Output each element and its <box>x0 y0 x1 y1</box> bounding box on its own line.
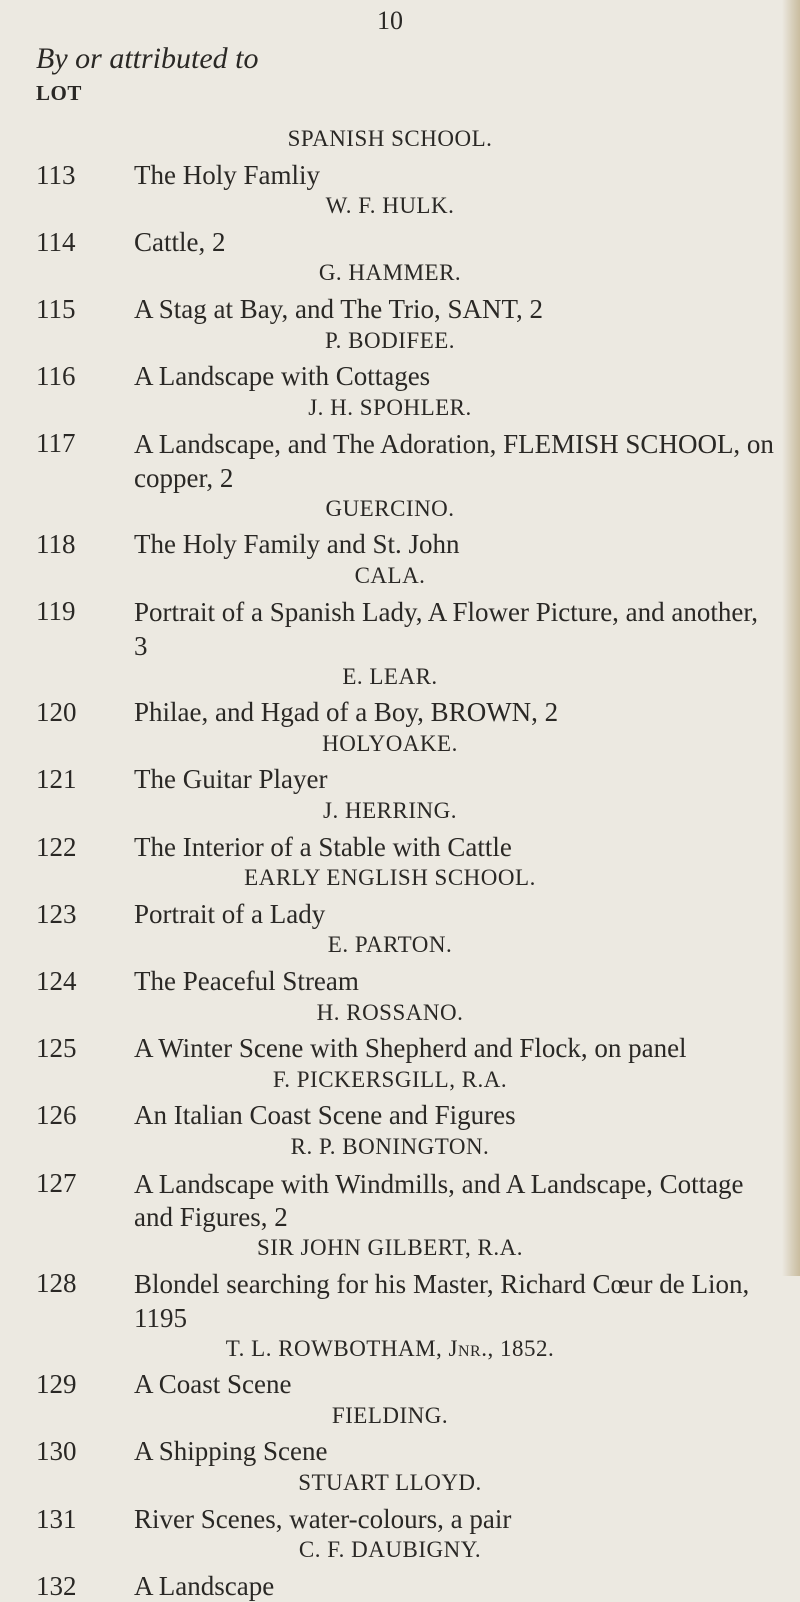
lot-title: Portrait of a Lady <box>134 898 326 929</box>
lot-number: 117 <box>36 428 76 459</box>
artist-line: GUERCINO. <box>325 495 455 521</box>
lot-number: 119 <box>36 596 76 627</box>
lot-number: 132 <box>36 1570 77 1601</box>
lot-number: 131 <box>36 1503 77 1534</box>
artist-line: E. PARTON. <box>327 932 453 958</box>
lot-title: A Shipping Scene <box>134 1436 328 1467</box>
lot-number: 115 <box>36 294 76 324</box>
lot-number: 126 <box>36 1100 77 1131</box>
page-edge <box>782 0 800 1276</box>
lot-title: The Interior of a Stable with Cattle <box>134 831 512 862</box>
artist-line: C. F. DAUBIGNY. <box>298 1537 482 1563</box>
artist-line: E. LEAR. <box>342 663 438 689</box>
artist-line: EARLY ENGLISH SCHOOL. <box>244 865 536 891</box>
lot-number: 129 <box>36 1369 77 1400</box>
lot-title: Philae, and Hgad of a Boy, BROWN, 2 <box>134 697 559 728</box>
artist-line: CALA. <box>354 562 426 588</box>
lot-title: River Scenes, water-colours, a pair <box>134 1503 512 1534</box>
lot-number: 122 <box>36 831 77 862</box>
lot-number: 113 <box>36 159 76 190</box>
lot-title: Portrait of a Spanish Lady, A Flower Picture, and another, 3 <box>134 597 759 661</box>
artist-line: H. ROSSANO. <box>316 999 464 1025</box>
lot-title: The Holy Famliy <box>134 159 320 190</box>
lot-number: 114 <box>36 226 76 257</box>
lot-title: Cattle, 2 <box>134 226 226 257</box>
artist-line: J. H. SPOHLER. <box>308 394 472 420</box>
lot-number: 123 <box>36 898 77 929</box>
lot-title: An Italian Coast Scene and Figures <box>134 1100 516 1131</box>
lot-number: 130 <box>36 1436 77 1467</box>
lot-title: A Winter Scene with Shepherd and Flock, on panel <box>134 1033 687 1064</box>
lot-title: The Peaceful Stream <box>134 966 359 996</box>
lot-title: The Guitar Player <box>134 764 328 795</box>
lot-title: Blondel searching for his Master, Richard Cœur de Lion, 1195 <box>134 1269 750 1333</box>
artist-line: W. F. HULK. <box>325 193 455 219</box>
lot-number: 127 <box>36 1167 77 1198</box>
lot-title: A Landscape <box>134 1570 275 1601</box>
lot-number: 124 <box>36 966 77 996</box>
artist-line: STUART LLOYD. <box>298 1470 482 1495</box>
lot-number: 121 <box>36 764 77 795</box>
artist-line: FIELDING. <box>331 1402 449 1428</box>
lot-title: A Stag at Bay, and The Trio, SANT, 2 <box>134 294 544 324</box>
page-number: 10 <box>377 6 403 35</box>
lot-number: 125 <box>36 1033 77 1064</box>
artist-line: J. HERRING. <box>323 798 457 823</box>
artist-line: R. P. BONINGTON. <box>290 1134 490 1159</box>
header-subtitle: By or attributed to <box>36 42 259 75</box>
artist-line: G. HAMMER. <box>318 260 462 286</box>
lot-number: 118 <box>36 529 76 560</box>
artist-line: P. BODIFEE. <box>324 327 456 353</box>
lot-title: A Landscape with Windmills, and A Landscape, Cottage and Figures, 2 <box>134 1168 744 1233</box>
artist-line: HOLYOAKE. <box>322 730 458 756</box>
lot-column-label: LOT <box>36 81 82 105</box>
lot-number: 120 <box>36 697 77 728</box>
lot-title: The Holy Family and St. John <box>134 529 460 560</box>
artist-line: T. L. ROWBOTHAM, Jnr., 1852. <box>225 1335 555 1361</box>
lot-number: 128 <box>36 1268 77 1299</box>
artist-line: F. PICKERSGILL, R.A. <box>272 1066 508 1092</box>
lot-title: A Landscape with Cottages <box>134 361 431 392</box>
artist-line: SPANISH SCHOOL. <box>287 126 493 151</box>
lot-title: A Coast Scene <box>134 1369 292 1400</box>
lot-number: 116 <box>36 361 76 392</box>
lot-title: A Landscape, and The Adoration, FLEMISH SCHOOL, on copper, 2 <box>134 429 774 493</box>
artist-line: SIR JOHN GILBERT, R.A. <box>256 1234 524 1260</box>
